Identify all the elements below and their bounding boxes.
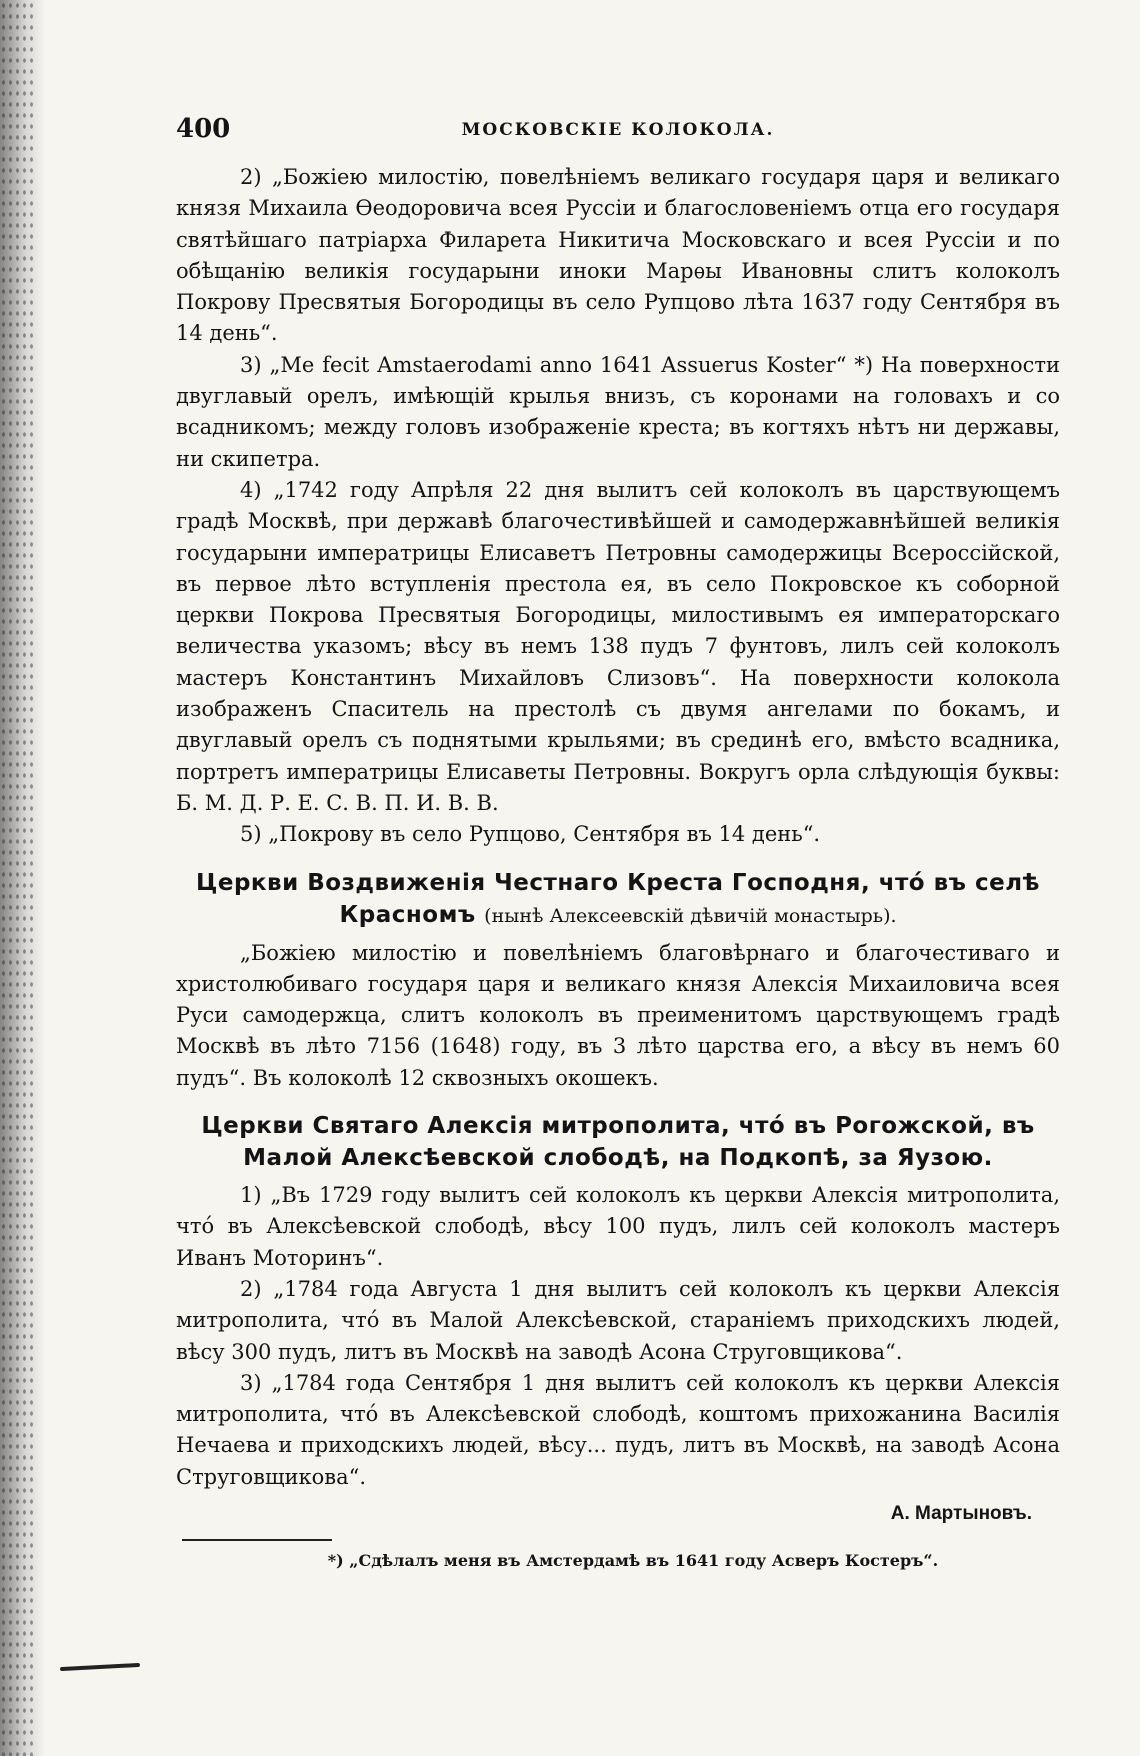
- paragraph-alexei-1: 1) „Въ 1729 году вылитъ сей колоколъ къ церкви Алексія митрополита, что́ въ Алексѣевской слободѣ, вѣсу 100 пудъ, лилъ сей колоколъ мастеръ Иванъ Моторинъ“.: [176, 1183, 1060, 1270]
- section-heading-alexei-title: Церкви Святаго Алексія митрополита, что́ въ Рогожской, въ Малой Алексѣевской слободѣ, на Подкопѣ, за Яузою.: [201, 1113, 1035, 1172]
- paragraph-inscription-5: 5) „Покрову въ село Рупцово, Сентября въ 14 день“.: [240, 822, 821, 847]
- paragraph-krasnoe-bell: „Божіею милостію и повелѣніемъ благовѣрнаго и благочестиваго и христолюбиваго государя царя и великаго князя Алексія Михаиловича всея Руси самодержца, слитъ колоколъ въ преименитомъ царствующемъ градѣ Москвѣ въ лѣто 7156 (1648) году, въ 3 лѣто царства его, а вѣсу въ немъ 60 пудъ“. Въ колоколѣ 12 сквозныхъ окошекъ.: [176, 940, 1060, 1090]
- paragraph-inscription-3: 3) „Me fecit Amstaerodami anno 1641 Assuerus Koster“ *) На поверхности двуглавый орелъ, имѣющій крылья внизъ, съ коронами на головахъ и со всадникомъ; между головъ изображеніе креста; въ когтяхъ нѣтъ ни державы, ни скипетра.: [176, 352, 1060, 471]
- author-signature: А. Мартыновъ.: [890, 1502, 1032, 1524]
- footnote-rule: [182, 1539, 332, 1541]
- footnote: *) „Сдѣлалъ меня въ Амстердамѣ въ 1641 году Асверъ Костеръ“.: [327, 1550, 939, 1570]
- section-heading-krasnoe-note: (нынѣ Алексеевскій дѣвичій монастырь).: [484, 904, 897, 927]
- scan-edge-noise: [0, 0, 34, 1756]
- paragraph-alexei-3: 3) „1784 года Сентября 1 дня вылитъ сей колоколъ къ церкви Алексія митрополита, что́ въ Алексѣевской слободѣ, коштомъ прихожанина Василія Нечаева и приходскихъ людей, вѣсу... пудъ, литъ въ Москвѣ, на заводѣ Асона Струговщикова“.: [176, 1370, 1060, 1489]
- section-heading-alexei: [176, 1110, 1060, 1174]
- page-header: [176, 110, 1060, 150]
- page-content: [176, 110, 1060, 1570]
- section-heading-krasnoe: [176, 867, 1060, 932]
- section-heading-krasnoe-title: Церкви Воздвиженія Честнаго Креста Господня, что́ въ селѣ Красномъ: [196, 869, 1040, 928]
- running-title: МОСКОВСКІЕ КОЛОКОЛА.: [461, 120, 775, 140]
- scan-smudge: [60, 1663, 140, 1671]
- paragraph-inscription-2: 2) „Божіею милостію, повелѣніемъ великаго государя царя и великаго князя Михаила Ѳеодоровича всея Руссіи и благословеніемъ отца его государя святѣйшаго патріарха Филарета Никитича Московскаго и всея Руссіи и по обѣщанію великія государыни иноки Марѳы Ивановны слитъ колоколъ Покрову Пресвятыя Богородицы въ село Рупцово лѣта 1637 году Сентября въ 14 день“.: [176, 165, 1060, 346]
- paragraph-inscription-4: 4) „1742 году Апрѣля 22 дня вылитъ сей колоколъ въ царствующемъ градѣ Москвѣ, при державѣ благочестивѣйшей и самодержавнѣйшей великія государыни императрицы Елисаветъ Петровны самодержицы Всероссійской, въ первое лѣто вступленія престола ея, въ село Покровское къ соборной церкви Покрова Пресвятыя Богородицы, милостивымъ ея императорскаго величества указомъ; вѣсу въ немъ 138 пудъ 7 фунтовъ, лилъ сей колоколъ мастеръ Константинъ Михайловъ Слизовъ“. На поверхности колокола изображенъ Спаситель на престолѣ съ двумя ангелами по бокамъ, и двуглавый орелъ съ поднятыми крыльями; въ срединѣ его, вмѣсто всадника, портретъ императрицы Елисаветы Петровны. Вокругъ орла слѣдующія буквы: Б. М. Д. Р. Е. С. В. П. И. В. В.: [176, 477, 1060, 815]
- paragraph-alexei-2: 2) „1784 года Августа 1 дня вылитъ сей колоколъ къ церкви Алексія митрополита, что́ въ Малой Алексѣевской, стараніемъ приходскихъ людей, вѣсу 300 пудъ, литъ въ Москвѣ на заводѣ Асона Струговщикова“.: [176, 1276, 1060, 1364]
- page-number: 400: [176, 114, 231, 144]
